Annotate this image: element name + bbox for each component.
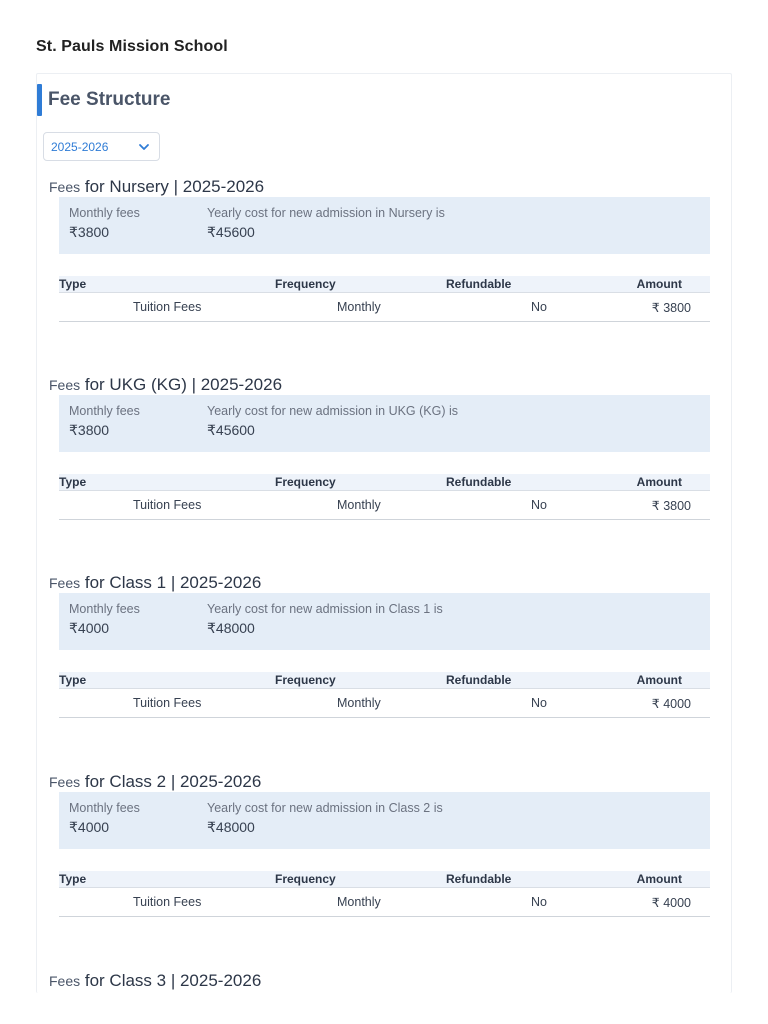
- yearly-cost-value: ₹48000: [207, 620, 255, 636]
- col-refundable: Refundable: [446, 277, 512, 291]
- table-row: [59, 491, 710, 520]
- fee-section-title: for Class 3 | 2025-2026: [84, 971, 262, 990]
- fee-table: [59, 672, 710, 718]
- col-refundable: Refundable: [446, 872, 512, 886]
- col-type: Type: [59, 475, 87, 489]
- title-accent-bar: [37, 84, 42, 116]
- cell-refundable: No: [531, 300, 547, 314]
- col-amount: Amount: [636, 872, 682, 886]
- col-amount: Amount: [636, 673, 682, 687]
- cell-amount: ₹ 3800: [651, 499, 691, 513]
- cell-frequency: Monthly: [337, 696, 381, 710]
- col-refundable: Refundable: [446, 475, 512, 489]
- fee-summary: [59, 395, 710, 452]
- fee-section-nursery: [37, 177, 732, 367]
- fee-table: [59, 276, 710, 322]
- fees-label: Fees: [49, 774, 81, 790]
- fee-summary: [59, 593, 710, 650]
- yearly-cost-label: Yearly cost for new admission in UKG (KG) is: [207, 404, 459, 418]
- yearly-cost-value: ₹45600: [207, 224, 255, 240]
- col-frequency: Frequency: [275, 475, 336, 489]
- yearly-cost-label: Yearly cost for new admission in Nursery is: [207, 206, 445, 220]
- cell-refundable: No: [531, 895, 547, 909]
- yearly-cost-label: Yearly cost for new admission in Class 1 is: [207, 602, 443, 616]
- fee-section-class-2: [37, 772, 732, 962]
- fees-label: Fees: [49, 973, 81, 989]
- fees-label: Fees: [49, 377, 81, 393]
- fee-table-header: [59, 276, 710, 293]
- yearly-cost-label: Yearly cost for new admission in Class 2 is: [207, 801, 443, 815]
- monthly-fees-value: ₹4000: [69, 819, 110, 835]
- fee-section-title: for Nursery | 2025-2026: [84, 177, 265, 196]
- cell-frequency: Monthly: [337, 498, 381, 512]
- academic-year-value: 2025-2026: [51, 139, 109, 154]
- fee-table-header: [59, 672, 710, 689]
- col-amount: Amount: [636, 475, 682, 489]
- fee-section-title: for UKG (KG) | 2025-2026: [84, 375, 283, 394]
- fee-table: [59, 474, 710, 520]
- col-frequency: Frequency: [275, 277, 336, 291]
- cell-type: Tuition Fees: [133, 895, 202, 909]
- fee-table: [59, 871, 710, 917]
- col-frequency: Frequency: [275, 673, 336, 687]
- cell-type: Tuition Fees: [133, 300, 202, 314]
- cell-refundable: No: [531, 696, 547, 710]
- fee-structure-card: [36, 73, 732, 993]
- academic-year-select[interactable]: [43, 132, 160, 161]
- col-type: Type: [59, 277, 87, 291]
- cell-amount: ₹ 4000: [651, 896, 691, 910]
- fee-section-title: for Class 2 | 2025-2026: [84, 772, 262, 791]
- monthly-fees-label: Monthly fees: [69, 602, 140, 616]
- monthly-fees-label: Monthly fees: [69, 404, 140, 418]
- chevron-down-icon: [138, 142, 150, 152]
- fee-section-class-3: [37, 971, 732, 993]
- monthly-fees-label: Monthly fees: [69, 801, 140, 815]
- fee-section-title: for Class 1 | 2025-2026: [84, 573, 262, 592]
- monthly-fees-label: Monthly fees: [69, 206, 140, 220]
- school-name: St. Pauls Mission School: [36, 38, 228, 55]
- cell-frequency: Monthly: [337, 300, 381, 314]
- fees-label: Fees: [49, 179, 81, 195]
- fee-table-header: [59, 871, 710, 888]
- fee-section-heading: [49, 177, 264, 197]
- cell-frequency: Monthly: [337, 895, 381, 909]
- fee-section-heading: [49, 971, 261, 991]
- col-type: Type: [59, 872, 87, 886]
- table-row: [59, 689, 710, 718]
- fee-section-heading: [49, 772, 261, 792]
- fee-section-heading: [49, 375, 282, 395]
- col-amount: Amount: [636, 277, 682, 291]
- yearly-cost-value: ₹48000: [207, 819, 255, 835]
- page-title: [37, 84, 170, 116]
- fee-summary: [59, 792, 710, 849]
- yearly-cost-value: ₹45600: [207, 422, 255, 438]
- monthly-fees-value: ₹3800: [69, 422, 110, 438]
- fee-section-class-1: [37, 573, 732, 763]
- cell-refundable: No: [531, 498, 547, 512]
- table-row: [59, 888, 710, 917]
- monthly-fees-value: ₹4000: [69, 620, 110, 636]
- col-frequency: Frequency: [275, 872, 336, 886]
- table-row: [59, 293, 710, 322]
- col-type: Type: [59, 673, 87, 687]
- page-title-text: Fee Structure: [48, 89, 171, 110]
- fee-section-heading: [49, 573, 261, 593]
- monthly-fees-value: ₹3800: [69, 224, 110, 240]
- cell-amount: ₹ 4000: [651, 697, 691, 711]
- fees-label: Fees: [49, 575, 81, 591]
- fee-summary: [59, 197, 710, 254]
- cell-type: Tuition Fees: [133, 696, 202, 710]
- cell-type: Tuition Fees: [133, 498, 202, 512]
- cell-amount: ₹ 3800: [651, 301, 691, 315]
- fee-section-ukg: [37, 375, 732, 565]
- fee-table-header: [59, 474, 710, 491]
- col-refundable: Refundable: [446, 673, 512, 687]
